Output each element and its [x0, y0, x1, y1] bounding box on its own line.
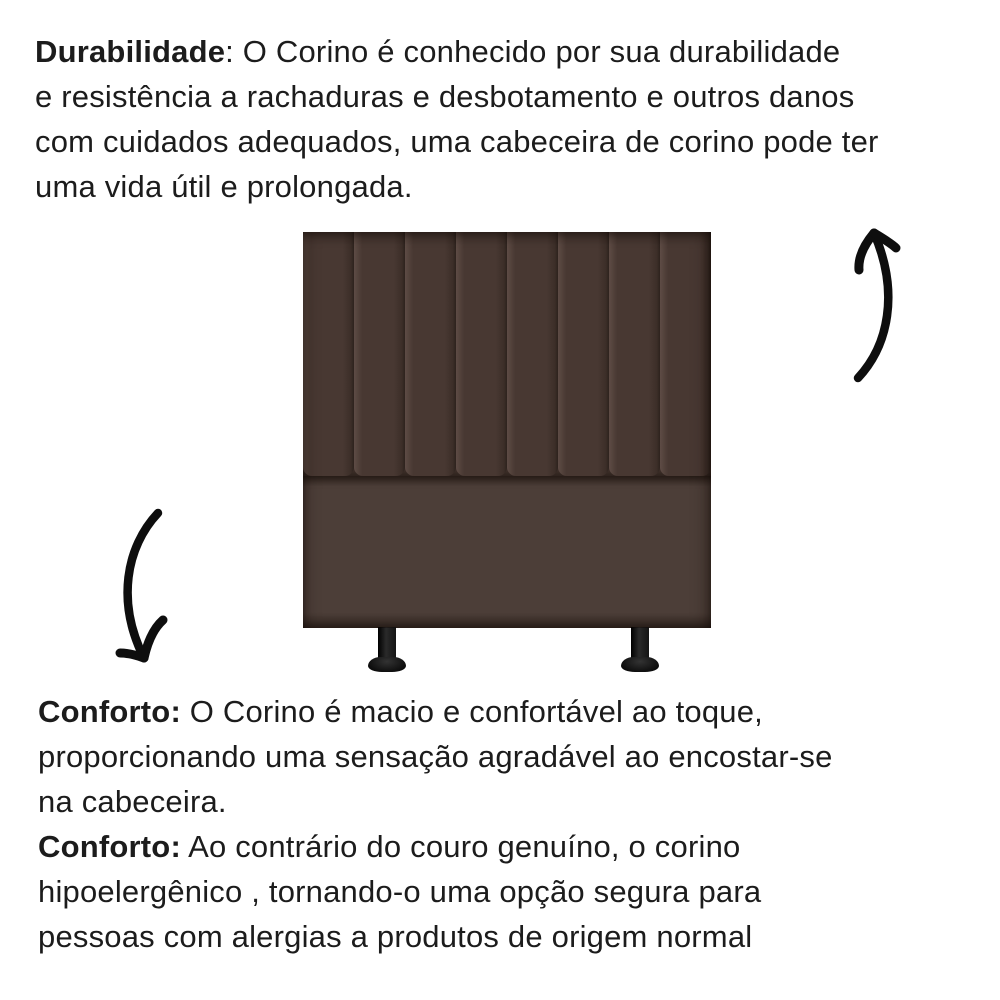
line-text: e resistência a rachaduras e desbotamento e outros danos: [35, 79, 855, 114]
line-text: com cuidados adequados, uma cabeceira de corino pode ter: [35, 124, 879, 159]
text-line: [38, 824, 978, 869]
foot-base: [368, 657, 406, 672]
headboard-foot-right: [621, 627, 659, 673]
headboard-panel: [354, 232, 405, 476]
line-text: uma vida útil e prolongada.: [35, 169, 413, 204]
lead-word: Conforto:: [38, 829, 181, 864]
headboard-panel: [456, 232, 507, 476]
line-text: : O Corino é conhecido por sua durabilidade: [225, 34, 841, 69]
lead-word: Durabilidade: [35, 34, 226, 69]
headboard-panel: [660, 232, 711, 476]
headboard-panel: [507, 232, 558, 476]
foot-base: [621, 657, 659, 672]
curved-arrow-down-icon: [106, 507, 168, 670]
line-text: proporcionando uma sensação agradável ao encostar-se: [38, 739, 833, 774]
curved-arrow-up-icon: [843, 221, 909, 385]
foot-stem: [631, 627, 649, 661]
text-line: [38, 734, 978, 779]
text-line: [38, 689, 978, 734]
line-text: hipoelergênico , tornando-o uma opção segura para: [38, 874, 762, 909]
headboard-lower-panel: [303, 476, 711, 628]
foot-stem: [378, 627, 396, 661]
text-line: [38, 779, 978, 824]
text-line: [38, 914, 978, 959]
line-text: pessoas com alergias a produtos de origem normal: [38, 919, 753, 954]
headboard-panel: [558, 232, 609, 476]
line-text: Ao contrário do couro genuíno, o corino: [180, 829, 741, 864]
text-line: [38, 869, 978, 914]
headboard-panel: [609, 232, 660, 476]
headboard-foot-left: [368, 627, 406, 673]
headboard-panel: [405, 232, 456, 476]
headboard: [303, 232, 711, 628]
comfort-paragraphs: [38, 689, 978, 959]
line-text: O Corino é macio e confortável ao toque,: [180, 694, 763, 729]
headboard-panels: [303, 232, 711, 476]
lead-word: Conforto:: [38, 694, 181, 729]
line-text: na cabeceira.: [38, 784, 227, 819]
headboard-panel: [303, 232, 354, 476]
